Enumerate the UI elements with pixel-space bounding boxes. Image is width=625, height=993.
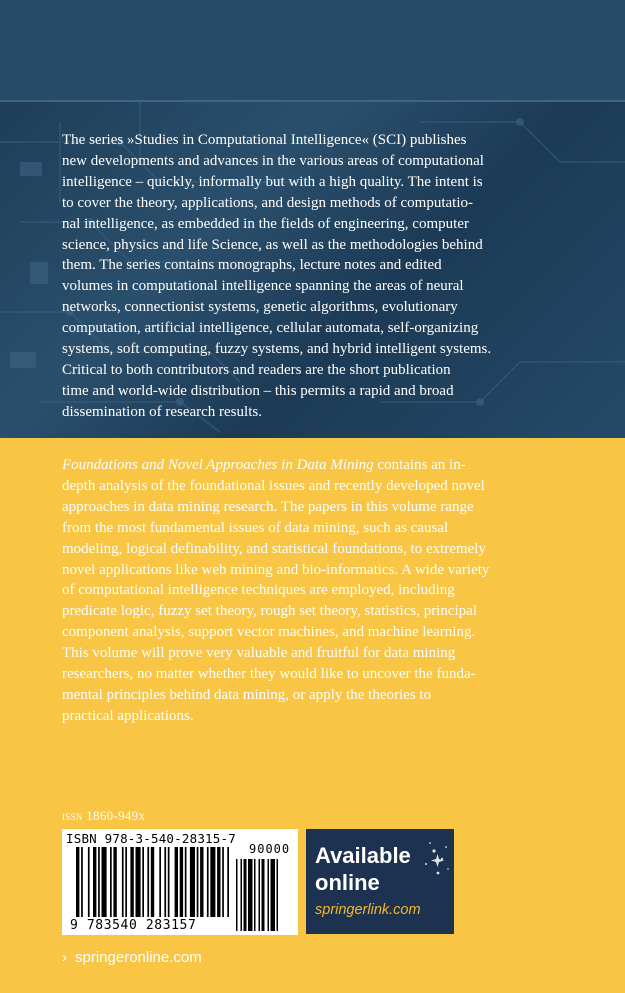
text-line: contains an in-: [373, 457, 466, 473]
text-line: depth analysis of the foundational issues and recently developed novel: [62, 477, 485, 494]
ean-digits: 9 783540 283157: [70, 918, 197, 933]
issn-label: issn 1860-949x: [62, 808, 146, 823]
text-line: new developments and advances in the various areas of computational: [62, 152, 484, 169]
text-line: predicate logic, fuzzy set theory, rough set theory, statistics, principal: [62, 603, 478, 620]
text-line: novel applications like web mining and bio-informatics. A wide variety: [62, 561, 490, 578]
text-line: to cover the theory, applications, and design methods of computatio-: [62, 194, 474, 211]
text-line: computation, artificial intelligence, cellular automata, self-organizing: [62, 320, 479, 337]
text-line: from the most fundamental issues of data mining, such as causal: [62, 519, 449, 536]
text-line: researchers, no matter whether they would like to uncover the funda-: [62, 666, 476, 683]
text-line: intelligence – quickly, informally but with a high quality. The intent is: [62, 173, 483, 190]
top-band: [0, 0, 625, 102]
text-line: Critical to both contributors and readers are the short publication: [62, 361, 451, 378]
barcode-addon-digits: 90000: [249, 842, 291, 856]
text-line: systems, soft computing, fuzzy systems, and hybrid intelligent systems.: [62, 341, 492, 358]
springerlink-link[interactable]: springerlink.com: [315, 902, 421, 918]
available-online-badge[interactable]: [306, 829, 454, 934]
text-line: them. The series contains monographs, lecture notes and edited: [62, 257, 442, 274]
springeronline-link[interactable]: [62, 949, 202, 966]
text-line: The series »Studies in Computational Intelligence« (SCI) publishes: [62, 132, 467, 148]
available-label: Available: [315, 843, 411, 868]
text-line: nal intelligence, as embedded in the fields of engineering, computer: [62, 215, 469, 232]
book-description: [62, 455, 567, 727]
text-line: science, physics and life Science, as well as the methodologies behind: [62, 236, 483, 253]
text-line: mental principles behind data mining, or apply the theories to: [62, 686, 432, 703]
text-line: networks, connectionist systems, genetic algorithms, evolutionary: [62, 299, 458, 316]
isbn-number: ISBN 978-3-540-28315-7: [66, 831, 236, 846]
barcode: [62, 829, 298, 935]
text-line: modeling, logical definability, and statistical foundations, to extremely: [62, 540, 486, 557]
book-title: Foundations and Novel Approaches in Data Mining: [62, 457, 374, 473]
footer-link-label: springeronline.com: [75, 949, 202, 966]
series-description: [62, 130, 567, 423]
text-line: dissemination of research results.: [62, 403, 262, 420]
online-label: online: [315, 870, 380, 895]
text-line: time and world-wide distribution – this permits a rapid and broad: [62, 382, 454, 399]
text-line: of computational intelligence techniques are employed, including: [62, 582, 455, 599]
text-line: volumes in computational intelligence spanning the areas of neural: [62, 278, 464, 295]
text-line: component analysis, support vector machines, and machine learning.: [62, 624, 476, 641]
text-line: approaches in data mining research. The papers in this volume range: [62, 498, 474, 515]
text-line: This volume will prove very valuable and fruitful for data mining: [62, 645, 456, 662]
chevron-right-icon: ›: [62, 949, 67, 966]
text-line: practical applications.: [62, 707, 194, 724]
